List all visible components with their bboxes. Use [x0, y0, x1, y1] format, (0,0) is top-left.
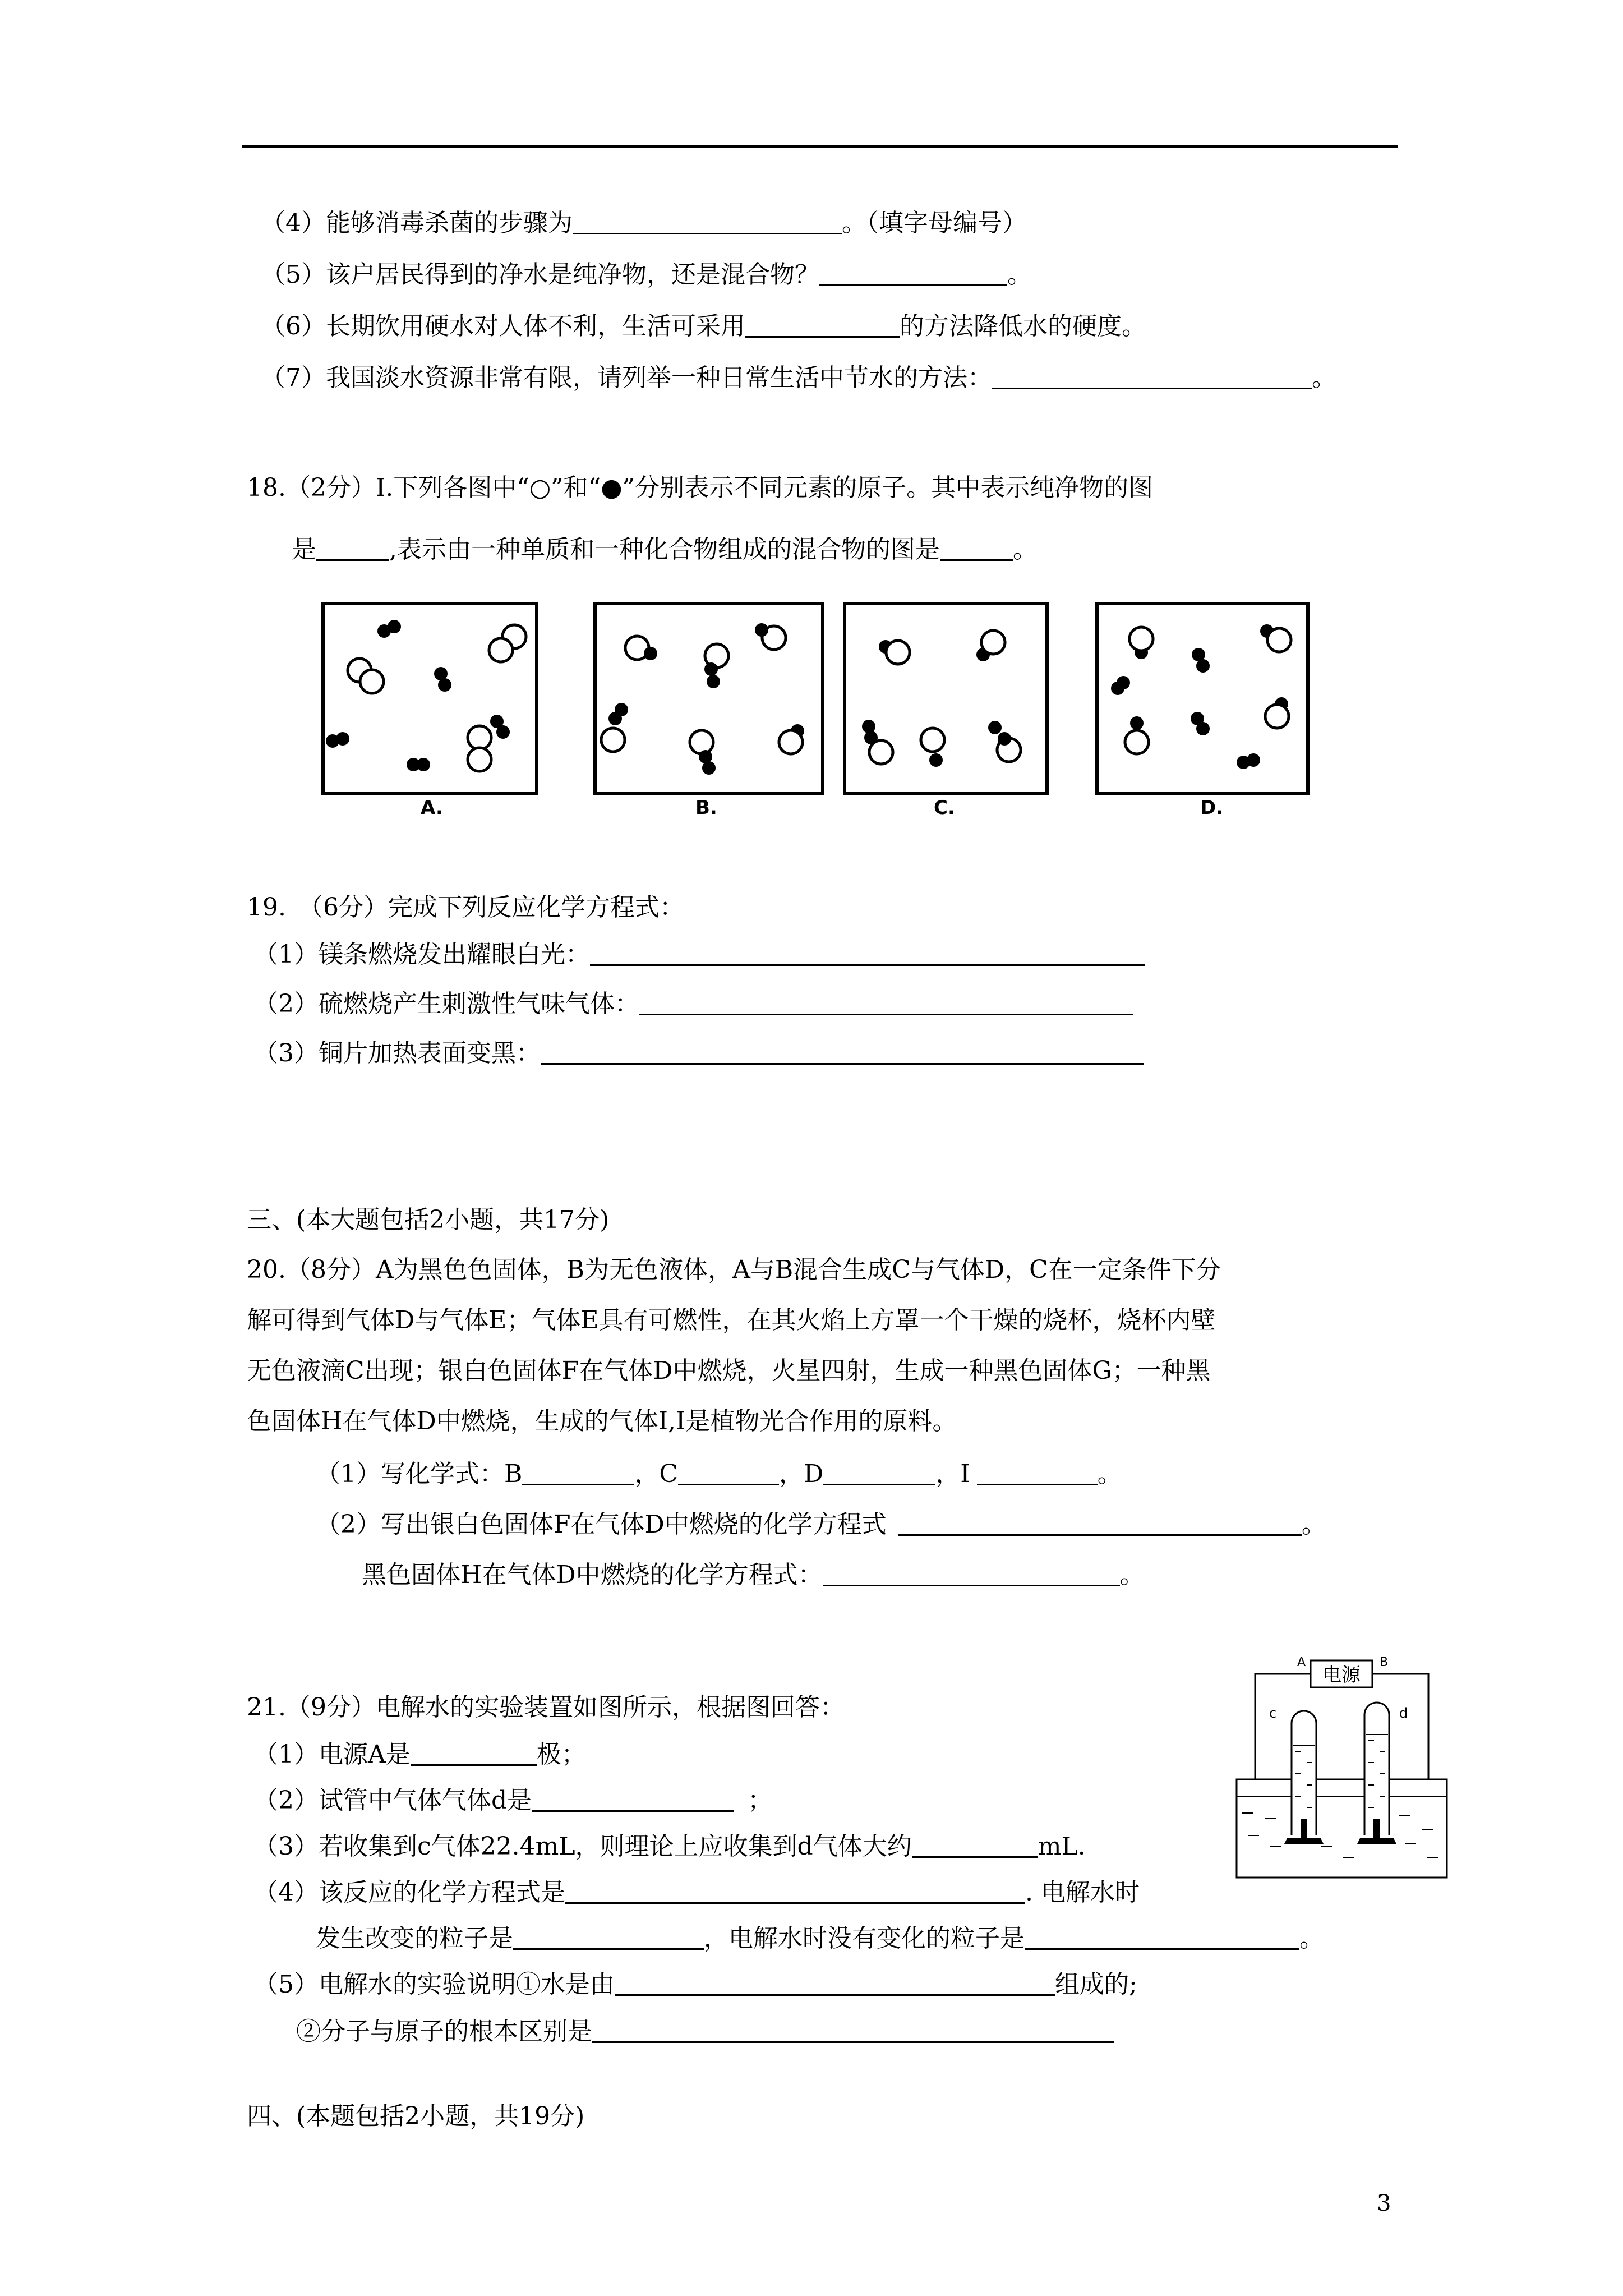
answer-blank[interactable] — [678, 1459, 779, 1485]
q18-line-1: 18.（2分）I.下列各图中“○”和“●”分别表示不同元素的原子。其中表示纯净物的图 — [247, 473, 1154, 502]
molecule-box-d — [1095, 602, 1310, 795]
page-number: 3 — [1377, 2191, 1391, 2216]
answer-blank[interactable] — [565, 1878, 1025, 1904]
answer-blank[interactable] — [573, 208, 842, 234]
answer-blank[interactable] — [639, 989, 1133, 1015]
molecule-box-b — [593, 602, 824, 795]
q20-sub-3: 黑色固体H在气体D中燃烧的化学方程式： 。 — [362, 1561, 1145, 1589]
q20-paragraph-1: 20.（8分）A为黑色色固体，B为无色液体，A与B混合生成C与气体D，C在一定条件下分 — [247, 1255, 1221, 1284]
molecule-label-a: A. — [421, 797, 443, 819]
q17-item-6: （6）长期饮用硬水对人体不利，生活可采用 的方法降低水的硬度。 — [261, 312, 1146, 341]
molecule-label-c: C. — [934, 797, 955, 819]
q19-item-2: （2）硫燃烧产生刺激性气味气体： — [253, 987, 1133, 1021]
answer-blank[interactable] — [513, 1924, 704, 1950]
q21-sub-5: （5）电解水的实验说明①水是由 组成的; — [253, 1970, 1137, 1999]
answer-blank[interactable] — [1025, 1924, 1299, 1950]
molecule-label-b: B. — [695, 797, 717, 819]
tube-c-label: c — [1269, 1705, 1277, 1721]
answer-blank[interactable] — [823, 1560, 1120, 1586]
q20-paragraph-3: 无色液滴C出现；银白色固体F在气体D中燃烧，火星四射，生成一种黑色固体G；一种黑 — [247, 1356, 1211, 1385]
answer-blank[interactable] — [992, 363, 1312, 389]
terminal-b-label: B — [1380, 1655, 1389, 1669]
q20-sub-2: （2）写出银白色固体F在气体D中燃烧的化学方程式 。 — [316, 1510, 1326, 1539]
answer-blank[interactable] — [532, 1786, 734, 1812]
test-tube-c — [1292, 1711, 1316, 1835]
q21-sub-3: （3）若收集到c气体22.4mL，则理论上应收集到d气体大约 mL. — [253, 1832, 1086, 1861]
answer-blank[interactable] — [819, 260, 1007, 286]
terminal-a-label: A — [1297, 1655, 1306, 1669]
test-tube-d — [1364, 1703, 1389, 1835]
answer-blank[interactable] — [316, 535, 389, 561]
answer-blank[interactable] — [823, 1459, 935, 1485]
power-supply-label: 电源 — [1322, 1664, 1361, 1686]
tube-d-label: d — [1399, 1705, 1408, 1721]
q20-sub-1: （1）写化学式：B ，C ，D ，I 。 — [316, 1460, 1122, 1488]
q21-sub-2: （2）试管中气体气体d是 ； — [253, 1786, 773, 1815]
answer-blank[interactable] — [541, 1038, 1144, 1065]
section-3-heading: 三、(本大题包括2小题，共17分) — [247, 1205, 610, 1234]
section-4-heading: 四、(本题包括2小题，共19分) — [247, 2102, 585, 2131]
answer-blank[interactable] — [522, 1459, 634, 1485]
molecule-diagram-c — [846, 605, 1045, 792]
q18-line-2: 是 ,表示由一种单质和一种化合物组成的混合物的图是 。 — [292, 535, 1038, 564]
answer-blank[interactable] — [912, 1832, 1038, 1858]
q21-sub-1: （1）电源A是 极； — [253, 1740, 586, 1769]
molecule-diagram-a — [325, 605, 535, 792]
q17-item-4: （4）能够消毒杀菌的步骤为 。（填字母编号） — [261, 209, 1027, 237]
header-rule — [242, 145, 1398, 148]
answer-blank[interactable] — [592, 2017, 1114, 2043]
q21-sub-4b: 发生改变的粒子是 ，电解水时没有变化的粒子是 。 — [316, 1924, 1324, 1953]
q19-title: 19. （6分）完成下列反应化学方程式： — [247, 893, 684, 922]
answer-blank[interactable] — [745, 311, 900, 338]
q21-sub-5b: ②分子与原子的根本区别是 — [296, 2015, 1114, 2049]
electrolysis-apparatus-diagram — [1231, 1650, 1455, 1886]
answer-blank[interactable] — [615, 1970, 1055, 1996]
q20-paragraph-2: 解可得到气体D与气体E；气体E具有可燃性，在其火焰上方罩一个干燥的烧杯，烧杯内壁 — [247, 1306, 1216, 1335]
q19-item-1: （1）镁条燃烧发出耀眼白光： — [253, 938, 1145, 972]
q17-item-7: （7）我国淡水资源非常有限，请列举一种日常生活中节水的方法： 。 — [261, 364, 1336, 392]
answer-blank[interactable] — [411, 1740, 537, 1766]
molecule-box-a — [321, 602, 538, 795]
q20-paragraph-4: 色固体H在气体D中燃烧，生成的气体I,I是植物光合作用的原料。 — [247, 1407, 957, 1435]
q21-title: 21.（9分）电解水的实验装置如图所示，根据图回答： — [247, 1693, 845, 1722]
water-trough — [1237, 1779, 1447, 1878]
q19-item-3: （3）铜片加热表面变黑： — [253, 1037, 1144, 1070]
answer-blank[interactable] — [940, 535, 1013, 561]
answer-blank[interactable] — [898, 1510, 1302, 1536]
molecule-box-c — [843, 602, 1049, 795]
q21-sub-4: （4）该反应的化学方程式是 . 电解水时 — [253, 1878, 1140, 1907]
molecule-label-d: D. — [1200, 797, 1224, 819]
answer-blank[interactable] — [590, 940, 1145, 966]
q17-item-5: （5）该户居民得到的净水是纯净物，还是混合物？ 。 — [261, 260, 1032, 289]
molecule-diagram-d — [1099, 605, 1306, 792]
answer-blank[interactable] — [977, 1459, 1098, 1485]
molecule-diagram-b — [597, 605, 821, 792]
